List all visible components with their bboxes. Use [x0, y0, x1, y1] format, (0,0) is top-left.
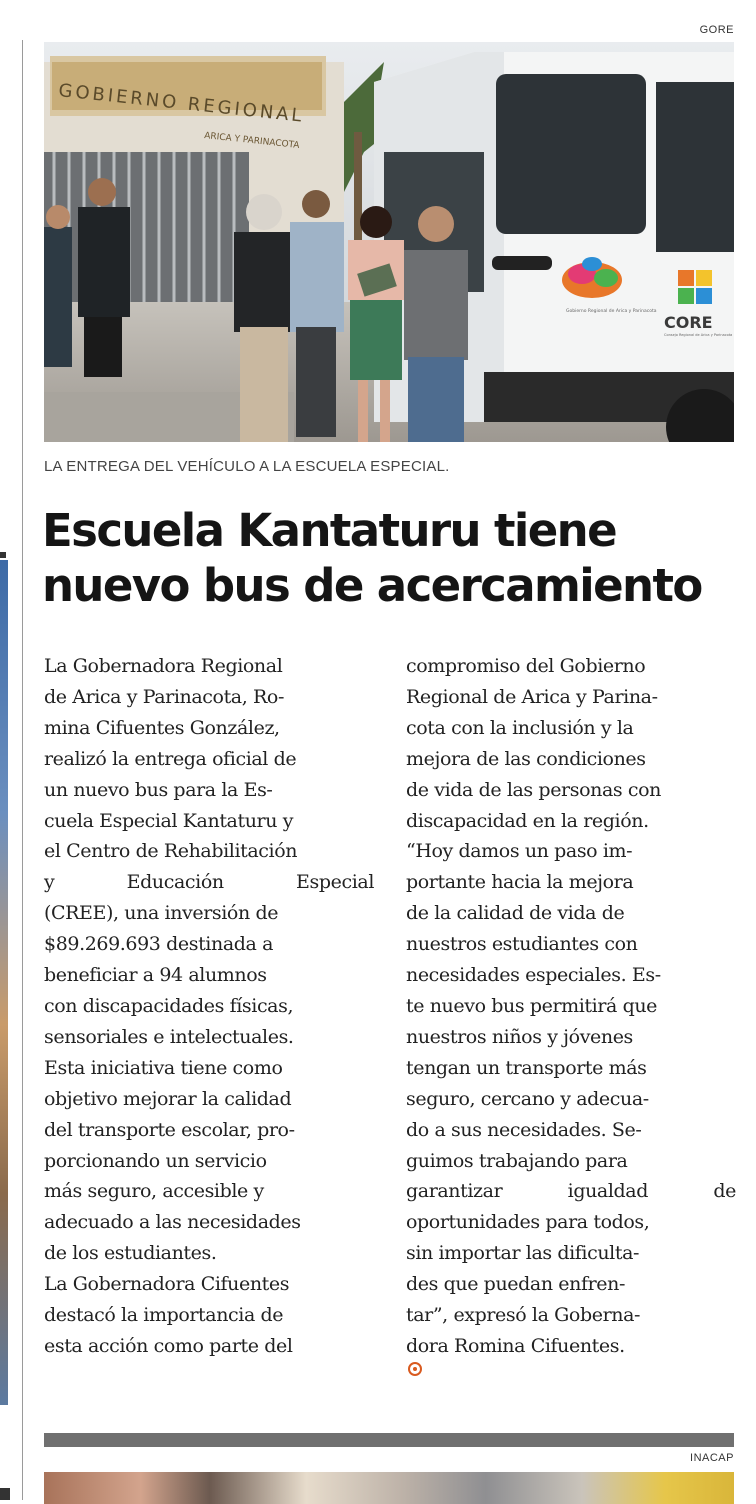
body-line: La Gobernadora Cifuentes	[44, 1273, 290, 1296]
body-line: des que puedan enfren-	[406, 1273, 625, 1296]
gore-van-logo-text: Gobierno Regional de Arica y Parinacota	[566, 309, 657, 314]
body-line: guimos trabajando para	[406, 1149, 628, 1172]
body-line: de los estudiantes.	[44, 1242, 217, 1265]
section-divider-bar	[44, 1433, 734, 1447]
headline-line: Escuela Kantaturu tiene	[42, 504, 617, 557]
body-line: garantizar igualdad de	[406, 1180, 736, 1203]
body-line: compromiso del Gobierno	[406, 655, 646, 677]
body-line: nuestros estudiantes con	[406, 933, 638, 956]
adjacent-edge-mark	[0, 552, 6, 558]
next-photo-credit: INACAP	[690, 1452, 734, 1464]
next-article-photo	[44, 1472, 734, 1504]
body-line-text: dora Romina Cifuentes.	[406, 1334, 625, 1357]
body-line: de la calidad de vida de	[406, 902, 625, 925]
body-line: necesidades especiales. Es-	[406, 964, 661, 987]
body-line: La Gobernadora Regional	[44, 655, 283, 677]
body-line: tengan un transporte más	[406, 1056, 647, 1079]
body-line: del transporte escolar, pro-	[44, 1118, 295, 1141]
body-line: “Hoy damos un paso im-	[406, 840, 633, 863]
body-line: sin importar las dificulta-	[406, 1242, 640, 1265]
body-line-last	[406, 1331, 736, 1376]
body-line: destacó la importancia de	[44, 1304, 284, 1327]
headline	[42, 503, 742, 613]
body-line: do a sus necesidades. Se-	[406, 1118, 642, 1141]
adjacent-photo-edge	[0, 560, 8, 1405]
body-line: nuestros niños y jóvenes	[406, 1025, 633, 1048]
body-line: tar”, expresó la Goberna-	[406, 1304, 641, 1327]
body-line: portante hacia la mejora	[406, 871, 634, 894]
photo-caption: LA ENTREGA DEL VEHÍCULO A LA ESCUELA ESPECIAL.	[44, 458, 450, 475]
adjacent-edge-mark	[0, 1488, 10, 1500]
body-line: realizó la entrega oficial de	[44, 747, 297, 770]
body-line: y Educación Especial	[44, 871, 374, 894]
article-column-right	[406, 651, 736, 1376]
body-line: sensoriales e intelectuales.	[44, 1025, 294, 1048]
core-van-logo-text: CORE	[664, 313, 713, 332]
body-line: seguro, cercano y adecua-	[406, 1087, 649, 1110]
body-line: beneficiar a 94 alumnos	[44, 964, 267, 987]
article-photo	[44, 42, 734, 442]
end-of-article-icon	[408, 1362, 422, 1376]
body-line: Regional de Arica y Parina-	[406, 685, 658, 708]
body-line: adecuado a las necesidades	[44, 1211, 301, 1234]
core-van-logo-subtext: Consejo Regional de Arica y Parinacota	[664, 333, 733, 337]
body-line: mejora de las condiciones	[406, 747, 646, 770]
body-line: Esta iniciativa tiene como	[44, 1056, 283, 1079]
headline-line: nuevo bus de acercamiento	[42, 559, 702, 612]
body-line: discapacidad en la región.	[406, 809, 649, 832]
body-line: te nuevo bus permitirá que	[406, 994, 658, 1017]
body-line: cuela Especial Kantaturu y	[44, 809, 294, 832]
body-line: esta acción como parte del	[44, 1334, 293, 1357]
body-line: con discapacidades físicas,	[44, 994, 294, 1017]
body-line: mina Cifuentes González,	[44, 716, 280, 739]
column-divider	[22, 40, 23, 1500]
body-line: más seguro, accesible y	[44, 1180, 264, 1203]
photo-credit: GORE	[699, 24, 734, 36]
body-line: el Centro de Rehabilitación	[44, 840, 298, 863]
body-line: de Arica y Parinacota, Ro-	[44, 685, 284, 708]
building-sign-text: GOBIERNO REGIONAL	[57, 80, 306, 127]
body-line: objetivo mejorar la calidad	[44, 1087, 292, 1110]
body-line: oportunidades para todos,	[406, 1211, 650, 1234]
building-sign-subtext: ARICA Y PARINACOTA	[203, 131, 300, 151]
body-line: (CREE), una inversión de	[44, 902, 279, 925]
body-line: un nuevo bus para la Es-	[44, 778, 273, 801]
body-line: $89.269.693 destinada a	[44, 933, 274, 956]
article-column-left	[44, 651, 374, 1362]
adjacent-column-edge	[0, 0, 26, 1504]
body-line: porcionando un servicio	[44, 1149, 267, 1172]
body-line: de vida de las personas con	[406, 778, 661, 801]
body-line: cota con la inclusión y la	[406, 716, 634, 739]
